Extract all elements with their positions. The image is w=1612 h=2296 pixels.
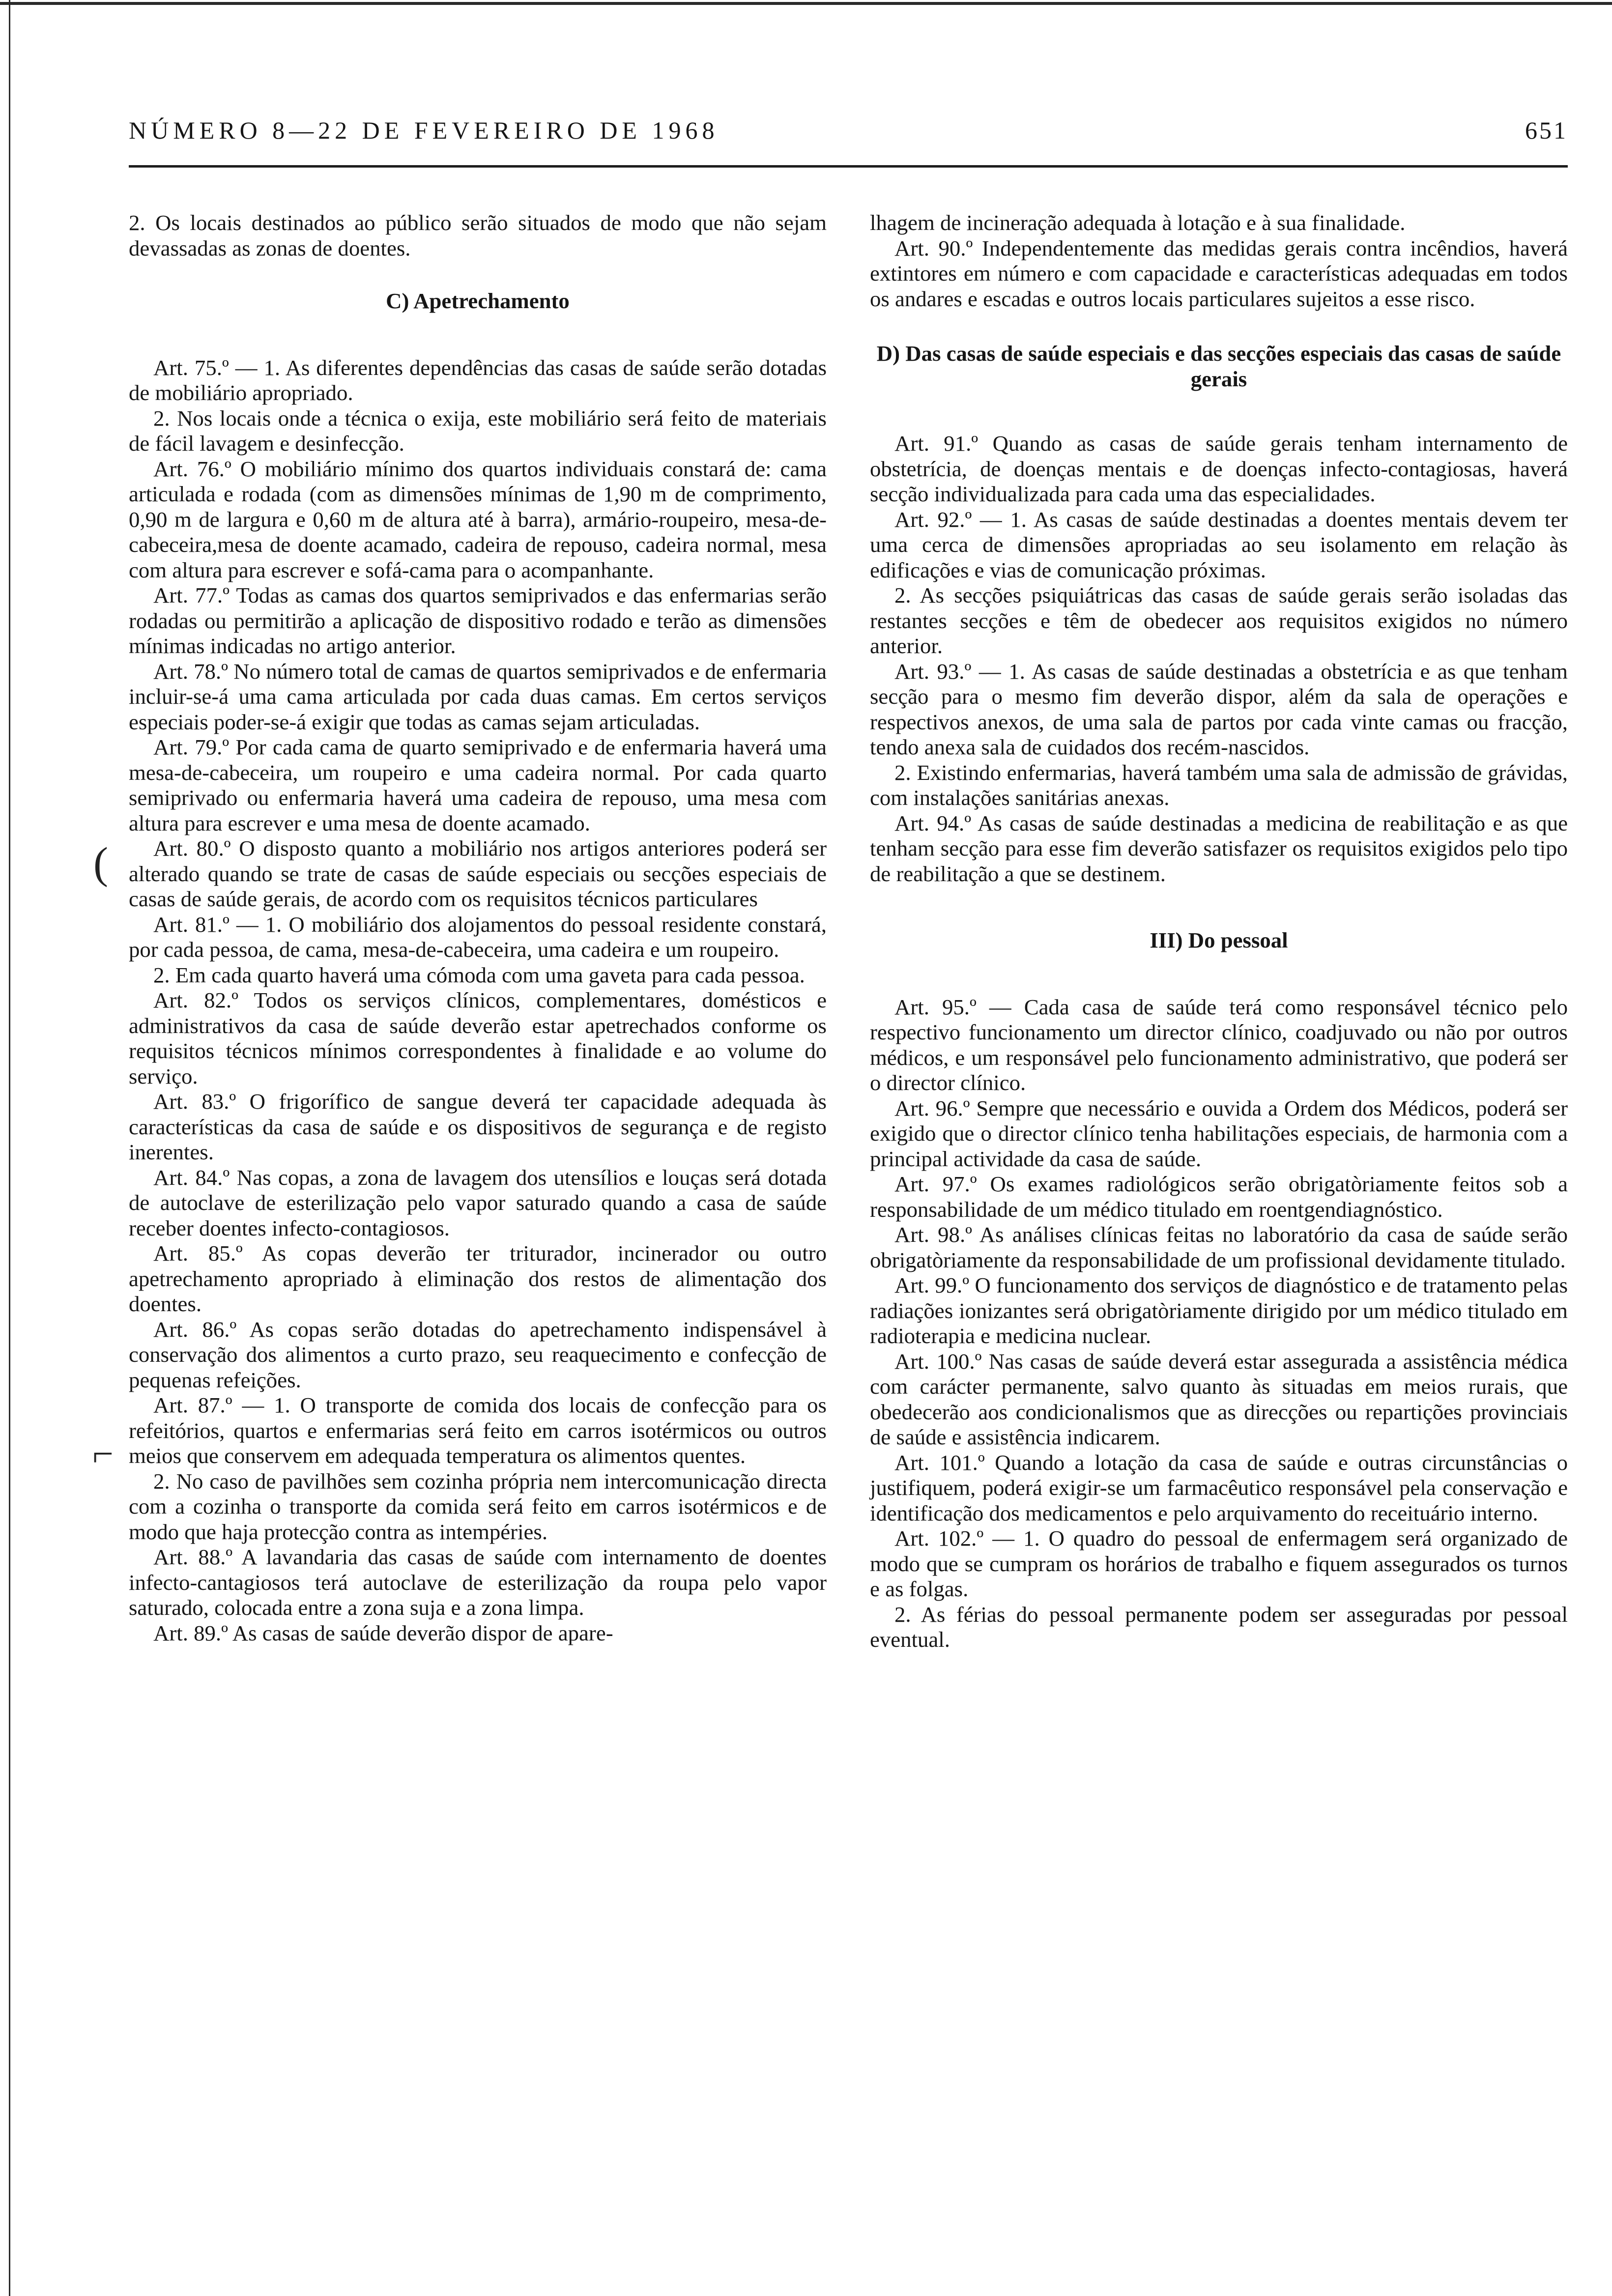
paragraph: 2. As férias do pessoal permanente podem ser asseguradas por pessoal eventual. [870, 1602, 1568, 1652]
paragraph: 2. As secções psiquiátricas das casas de saúde gerais serão isoladas das restantes secções e têm de obedecer aos requisitos exigidos no número anterior. [870, 583, 1568, 658]
paragraph: Art. 80.º O disposto quanto a mobiliário nos artigos anteriores poderá ser alterado quando se trate de casas de saúde especiais ou secções especiais de casas de saúde gerais, de acordo com os requisitos técnicos particulares [129, 836, 827, 911]
paragraph: 2. No caso de pavilhões sem cozinha própria nem intercomunicação directa com a cozinha o transporte da comida será feito em carros isotérmicos e de modo que haja protecção contra as intempéries. [129, 1468, 827, 1544]
paragraph: Art. 86.º As copas serão dotadas do apetrechamento indispensável à conservação dos alimentos a curto prazo, seu reaquecimento e confecção de pequenas refeições. [129, 1317, 827, 1392]
paragraph: Art. 82.º Todos os serviços clínicos, complementares, domésticos e administrativos da casa de saúde deverão estar apetrechados conforme os requisitos técnicos mínimos correspondentes à finalidade e ao volume do serviço. [129, 988, 827, 1089]
paragraph: Art. 85.º As copas deverão ter triturador, incinerador ou outro apetrechamento apropriado à eliminação dos restos de alimentação dos doentes. [129, 1241, 827, 1316]
paragraph: Art. 101.º Quando a lotação da casa de saúde e outras circunstâncias o justifiquem, poderá exigir-se um farmacêutico responsável pela conservação e identificação dos medicamentos e pelo arquivamento do receituário interno. [870, 1450, 1568, 1525]
paragraph: Art. 90.º Independentemente das medidas gerais contra incêndios, haverá extintores em número e com capacidade e características adequadas em todos os andares e escadas e outros locais particulares sujeitos a esse risco. [870, 235, 1568, 311]
paragraph: Art. 87.º — 1. O transporte de comida dos locais de confecção para os refeitórios, quartos e enfermarias será feito em carros isotérmicos ou outros meios que conservem em adequada temperatura os alimentos quentes. [129, 1393, 827, 1468]
left-column [129, 210, 827, 1646]
section-heading-apetrechamento: C) Apetrechamento [386, 288, 570, 313]
section-heading-do-pessoal: III) Do pessoal [1150, 928, 1288, 952]
paragraph: 2. Em cada quarto haverá uma cómoda com uma gaveta para cada pessoa. [153, 962, 805, 987]
paragraph: Art. 78.º No número total de camas de quartos semiprivados e de enfermaria incluir-se-á uma cama articulada por cada duas camas. Em certos serviços especiais poder-se-á exigir que todas as camas sejam articuladas. [129, 659, 827, 734]
paragraph: Art. 76.º O mobiliário mínimo dos quartos individuais constará de: cama articulada e rodada (com as dimensões mínimas de 1,90 m de comprimento, 0,90 m de largura e 0,60 m de altura até à barra), armário-roupeiro, mesa-de-cabeceira,mesa de doente acamado, cadeira de repouso, cadeira normal, mesa com altura para escrever e sofá-cama para o acompanhante. [129, 456, 827, 582]
paragraph: Art. 98.º As análises clínicas feitas no laboratório da casa de saúde serão obrigatòriamente da responsabilidade de um profissional devidamente titulado. [870, 1222, 1568, 1272]
paragraph: Art. 94.º As casas de saúde destinadas a medicina de reabilitação e as que tenham secção para esse fim deverão satisfazer os requisitos exigidos pelo tipo de reabilitação a que se destinem. [870, 810, 1568, 886]
paragraph: Art. 100.º Nas casas de saúde deverá estar assegurada a assistência médica com carácter permanente, salvo quanto às situadas em meios rurais, que obedecerão aos condicionalismos que as direcções ou repartições provinciais de saúde e assistência indicarem. [870, 1349, 1568, 1449]
paragraph: lhagem de incineração adequada à lotação e à sua finalidade. [870, 210, 1406, 235]
issue-date-title: NÚMERO 8—22 DE FEVEREIRO DE 1968 [129, 116, 719, 144]
paragraph: Art. 99.º O funcionamento dos serviços de diagnóstico e de tratamento pelas radiações ionizantes será obrigatòriamente dirigido por um médico titulado em radioterapia e medicina nuclear. [870, 1273, 1568, 1348]
paragraph: Art. 84.º Nas copas, a zona de lavagem dos utensílios e louças será dotada de autoclave de esterilização pelo vapor saturado quando a casa de saúde receber doentes infecto-contagiosos. [129, 1165, 827, 1240]
paragraph: Art. 88.º A lavandaria das casas de saúde com internamento de doentes infecto-cantagiosos terá autoclave de esterilização da roupa pelo vapor saturado, colocada entre a zona suja e a zona limpa. [129, 1545, 827, 1620]
page-header [129, 116, 1568, 155]
margin-bracket-mark: ( [93, 839, 108, 888]
paragraph: 2. Existindo enfermarias, haverá também uma sala de admissão de grávidas, com instalações sanitárias anexas. [870, 760, 1568, 810]
paragraph: 2. Os locais destinados ao público serão situados de modo que não sejam devassadas as zonas de doentes. [129, 210, 827, 260]
paragraph: Art. 95.º — Cada casa de saúde terá como responsável técnico pelo respectivo funcionamento um director clínico, coadjuvado ou não por outros médicos, e um responsável pelo funcionamento administrativo, que poderá ser o director clínico. [870, 994, 1568, 1095]
paragraph: Art. 77.º Todas as camas dos quartos semiprivados e das enfermarias serão rodadas ou permitirão a aplicação de dispositivo rodado e terão as dimensões mínimas indicadas no artigo anterior. [129, 583, 827, 658]
margin-pen-mark: ⌐ [92, 1433, 114, 1474]
paragraph: Art. 93.º — 1. As casas de saúde destinadas a obstetrícia e as que tenham secção para o mesmo fim deverão dispor, além da sala de operações e respectivos anexos, de uma sala de partos por cada vinte camas ou fracção, tendo anexa sala de cuidados dos recém-nascidos. [870, 659, 1568, 759]
paragraph: Art. 83.º O frigorífico de sangue deverá ter capacidade adequada às características da casa de saúde e os dispositivos de segurança e de registo inerentes. [129, 1089, 827, 1164]
right-column [870, 210, 1568, 1653]
paragraph: Art. 89.º As casas de saúde deverão dispor de apare- [153, 1620, 613, 1645]
paragraph: Art. 92.º — 1. As casas de saúde destinadas a doentes mentais devem ter uma cerca de dimensões apropriadas ao seu isolamento em relação às edificações e vias de comunicação próximas. [870, 507, 1568, 582]
paragraph: Art. 91.º Quando as casas de saúde gerais tenham internamento de obstetrícia, de doenças mentais e de doenças infecto-contagiosas, haverá secção individualizada para cada uma das especialidades. [870, 431, 1568, 506]
page-top-edge [0, 2, 1612, 5]
paragraph: Art. 79.º Por cada cama de quarto semiprivado e de enfermaria haverá uma mesa-de-cabeceira, um roupeiro e uma cadeira normal. Por cada quarto semiprivado ou enfermaria haverá uma cadeira de repouso, uma mesa com altura para escrever e uma mesa de doente acamado. [129, 735, 827, 835]
paragraph: Art. 81.º — 1. O mobiliário dos alojamentos do pessoal residente constará, por cada pessoa, de cama, mesa-de-cabeceira, uma cadeira e um roupeiro. [129, 912, 827, 962]
header-rule [129, 165, 1568, 168]
page-number: 651 [1525, 116, 1568, 144]
paragraph: Art. 96.º Sempre que necessário e ouvida a Ordem dos Médicos, poderá ser exigido que o director clínico tenha habilitações especiais, de harmonia com a principal actividade da casa de saúde. [870, 1095, 1568, 1171]
paragraph: 2. Nos locais onde a técnica o exija, este mobiliário será feito de materiais de fácil lavagem e desinfecção. [129, 405, 827, 456]
paragraph: Art. 75.º — 1. As diferentes dependências das casas de saúde serão dotadas de mobiliário apropriado. [129, 355, 827, 405]
paragraph: Art. 97.º Os exames radiológicos serão obrigatòriamente feitos sob a responsabilidade de um médico titulado em roentgendiagnóstico. [870, 1172, 1568, 1222]
paragraph: Art. 102.º — 1. O quadro do pessoal de enfermagem será organizado de modo que se cumpram os horários de trabalho e fiquem assegurados os turnos e as folgas. [870, 1526, 1568, 1601]
page-left-edge [9, 0, 10, 2296]
section-heading-special-health-houses: D) Das casas de saúde especiais e das secções especiais das casas de saúde gerais [876, 341, 1561, 391]
